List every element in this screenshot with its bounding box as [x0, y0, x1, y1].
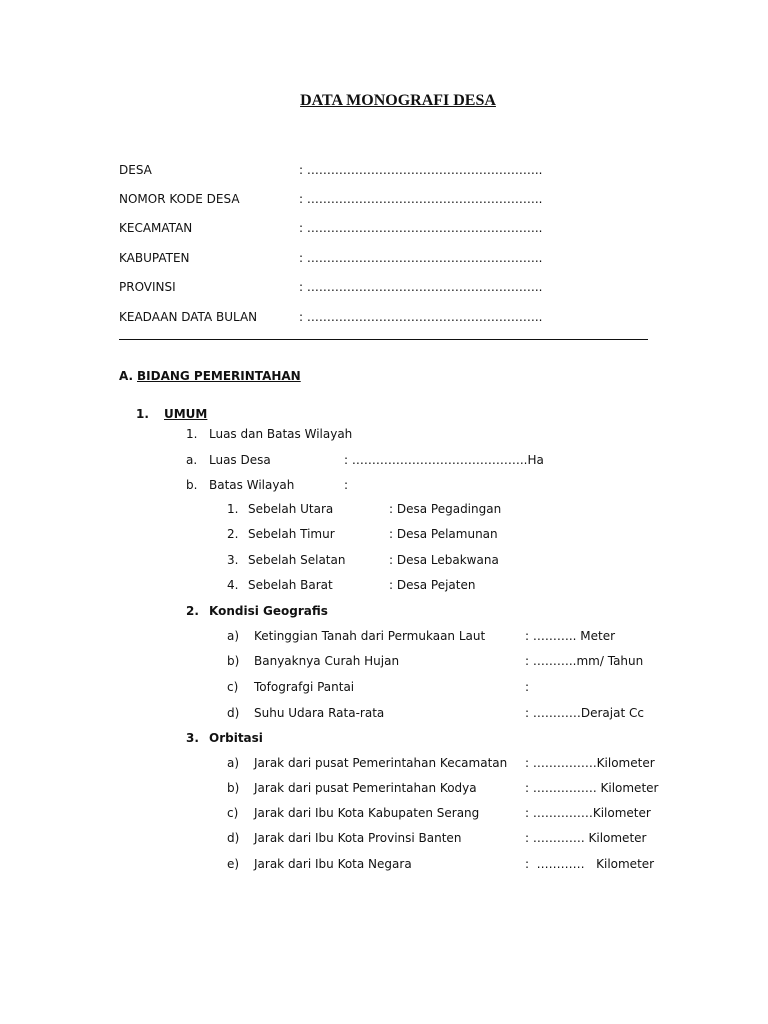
- document-title: DATA MONOGRAFI DESA: [300, 92, 496, 109]
- orbitasi-number: 3.: [186, 731, 199, 745]
- batas-item-label: Sebelah Timur: [248, 527, 335, 541]
- orbitasi-item-value: : …………….Kilometer: [525, 756, 655, 770]
- kondisi-item-value: : ……….. Meter: [525, 629, 616, 643]
- orbitasi-item-label: Jarak dari pusat Pemerintahan Kecamatan: [254, 756, 508, 770]
- batas-item-number: 4.: [227, 578, 239, 592]
- luas-batas-number: 1.: [186, 427, 198, 441]
- kondisi-item-value: : …………Derajat Cc: [525, 706, 644, 720]
- batas-item-value: : Desa Pegadingan: [389, 502, 502, 516]
- kondisi-item-label: Suhu Udara Rata-rata: [254, 706, 385, 720]
- orbitasi-item-marker: c): [227, 806, 239, 820]
- field-label-kabupaten: KABUPATEN: [119, 251, 190, 265]
- luas-batas-label: Luas dan Batas Wilayah: [209, 427, 353, 441]
- luas-desa-label: Luas Desa: [209, 453, 271, 467]
- orbitasi-item-value: : ………… Kilometer: [525, 857, 655, 871]
- orbitasi-item-value: : …………. Kilometer: [525, 831, 647, 845]
- orbitasi-item-value: : ……………. Kilometer: [525, 781, 659, 795]
- batas-item-value: : Desa Lebakwana: [389, 553, 499, 567]
- orbitasi-item-marker: a): [227, 756, 240, 770]
- horizontal-divider: [119, 339, 648, 340]
- field-value-provinsi: : …………………………………………………..: [299, 280, 543, 294]
- section-a-marker: A.: [119, 369, 134, 383]
- batas-item-label: Sebelah Selatan: [248, 553, 346, 567]
- orbitasi-item-marker: b): [227, 781, 240, 795]
- kondisi-item-label: Tofografgi Pantai: [254, 680, 355, 694]
- luas-desa-marker: a.: [186, 453, 198, 467]
- kondisi-item-label: Ketinggian Tanah dari Permukaan Laut: [254, 629, 486, 643]
- field-label-nomor-kode-desa: NOMOR KODE DESA: [119, 192, 240, 206]
- field-label-desa: DESA: [119, 163, 152, 177]
- field-value-nomor-kode-desa: : …………………………………………………..: [299, 192, 543, 206]
- orbitasi-heading: Orbitasi: [209, 731, 263, 745]
- field-value-keadaan-data-bulan: : …………………………………………………..: [299, 310, 543, 324]
- field-value-kecamatan: : …………………………………………………..: [299, 221, 543, 235]
- batas-item-number: 3.: [227, 553, 239, 567]
- kondisi-item-marker: b): [227, 654, 240, 668]
- field-label-keadaan-data-bulan: KEADAAN DATA BULAN: [119, 310, 258, 324]
- field-value-kabupaten: : …………………………………………………..: [299, 251, 543, 265]
- kondisi-item-value: :: [525, 680, 530, 694]
- field-label-provinsi: PROVINSI: [119, 280, 176, 294]
- kondisi-item-marker: d): [227, 706, 240, 720]
- umum-number: 1.: [136, 407, 149, 421]
- batas-item-label: Sebelah Barat: [248, 578, 333, 592]
- orbitasi-item-label: Jarak dari Ibu Kota Negara: [254, 857, 412, 871]
- kondisi-number: 2.: [186, 604, 199, 618]
- luas-desa-value: : ……………………………………..Ha: [344, 453, 544, 467]
- batas-item-value: : Desa Pejaten: [389, 578, 476, 592]
- umum-heading: UMUM: [164, 407, 208, 421]
- kondisi-item-value: : ………..mm/ Tahun: [525, 654, 644, 668]
- batas-wilayah-colon: :: [344, 478, 349, 492]
- orbitasi-item-label: Jarak dari Ibu Kota Kabupaten Serang: [254, 806, 480, 820]
- batas-item-number: 2.: [227, 527, 239, 541]
- batas-wilayah-marker: b.: [186, 478, 198, 492]
- orbitasi-item-label: Jarak dari Ibu Kota Provinsi Banten: [254, 831, 462, 845]
- kondisi-heading: Kondisi Geografis: [209, 604, 328, 618]
- orbitasi-item-marker: e): [227, 857, 240, 871]
- batas-item-value: : Desa Pelamunan: [389, 527, 498, 541]
- orbitasi-item-value: : ……………Kilometer: [525, 806, 651, 820]
- kondisi-item-marker: c): [227, 680, 239, 694]
- field-label-kecamatan: KECAMATAN: [119, 221, 193, 235]
- batas-item-number: 1.: [227, 502, 239, 516]
- orbitasi-item-label: Jarak dari pusat Pemerintahan Kodya: [254, 781, 477, 795]
- batas-item-label: Sebelah Utara: [248, 502, 334, 516]
- section-a-heading: BIDANG PEMERINTAHAN: [137, 369, 301, 383]
- kondisi-item-marker: a): [227, 629, 240, 643]
- orbitasi-item-marker: d): [227, 831, 240, 845]
- field-value-desa: : …………………………………………………..: [299, 163, 543, 177]
- batas-wilayah-label: Batas Wilayah: [209, 478, 295, 492]
- kondisi-item-label: Banyaknya Curah Hujan: [254, 654, 400, 668]
